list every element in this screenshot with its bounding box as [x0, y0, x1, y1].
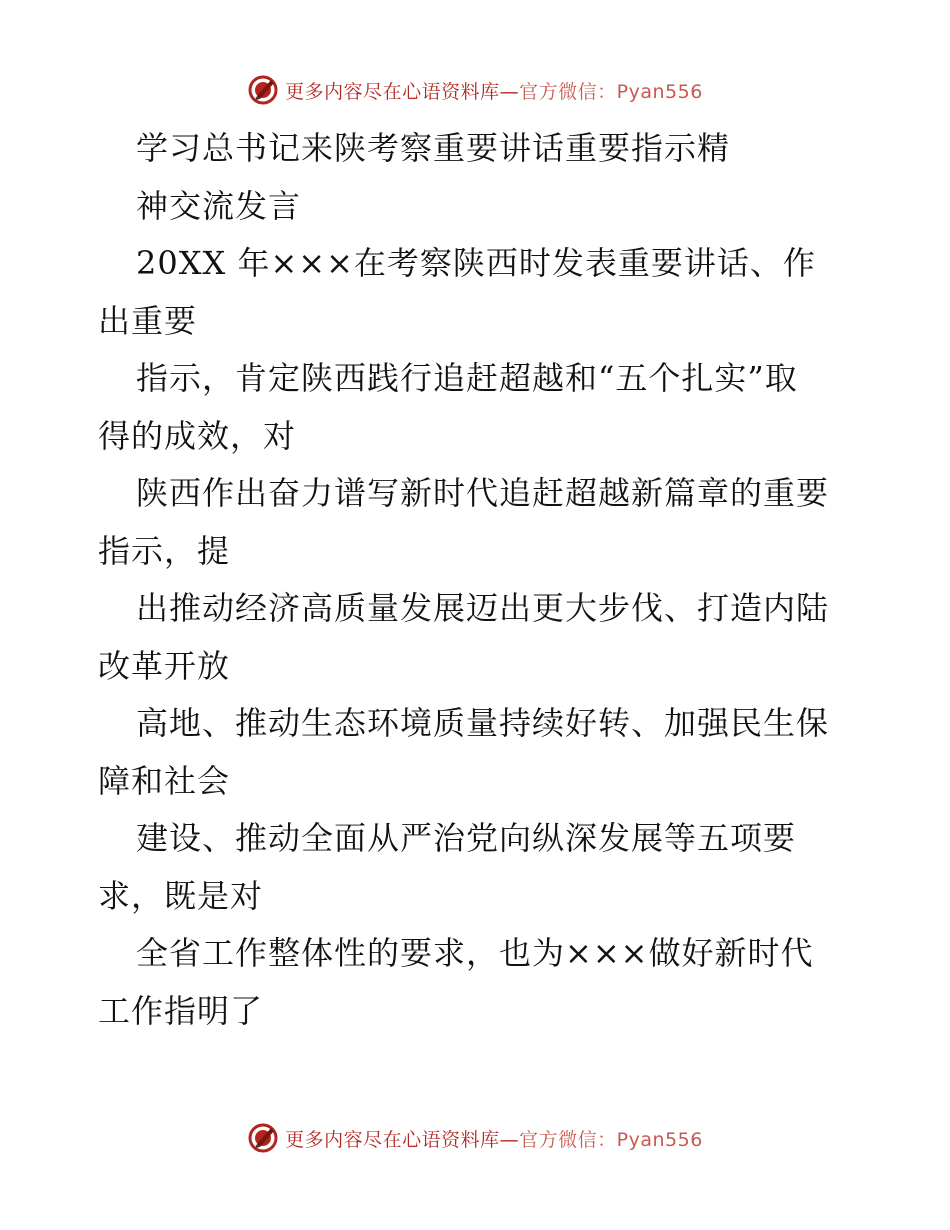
- document-line: 出重要: [98, 301, 198, 340]
- header-wechat-text: 官方微信：Pyan556: [519, 80, 703, 103]
- document-body: [98, 120, 858, 1040]
- footer-banner: [0, 1120, 950, 1156]
- document-line: 20XX 年×××在考察陕西时发表重要讲话、作: [136, 244, 816, 282]
- document-line: 工作指明了: [98, 991, 264, 1030]
- footer-wechat-text: 官方微信：Pyan556: [519, 1128, 703, 1151]
- document-line: 指示，提: [98, 531, 231, 570]
- document-line: 神交流发言: [136, 186, 302, 225]
- document-line: 得的成效，对: [98, 416, 297, 455]
- document-line: 改革开放: [98, 646, 231, 685]
- pen-circle-logo-icon: [247, 1122, 279, 1154]
- header-library-text: 更多内容尽在心语资料库—: [285, 80, 520, 103]
- pen-circle-logo-icon: [247, 74, 279, 106]
- header-text: [285, 77, 703, 104]
- document-line: 障和社会: [98, 761, 231, 800]
- document-line: 高地、推动生态环境质量持续好转、加强民生保: [136, 704, 830, 742]
- footer-text: [285, 1125, 703, 1152]
- document-line: 指示，肯定陕西践行追赶超越和“五个扎实”取: [136, 359, 798, 397]
- document-line: 学习总书记来陕考察重要讲话重要指示精: [136, 129, 731, 167]
- header-banner: [0, 72, 950, 108]
- document-line: 建设、推动全面从严治党向纵深发展等五项要: [136, 819, 797, 857]
- document-line: 全省工作整体性的要求，也为×××做好新时代: [136, 934, 814, 972]
- document-line: 出推动经济高质量发展迈出更大步伐、打造内陆: [136, 589, 830, 627]
- document-line: 求，既是对: [98, 876, 264, 915]
- document-line: 陕西作出奋力谱写新时代追赶超越新篇章的重要: [136, 474, 830, 512]
- footer-library-text: 更多内容尽在心语资料库—: [285, 1128, 520, 1151]
